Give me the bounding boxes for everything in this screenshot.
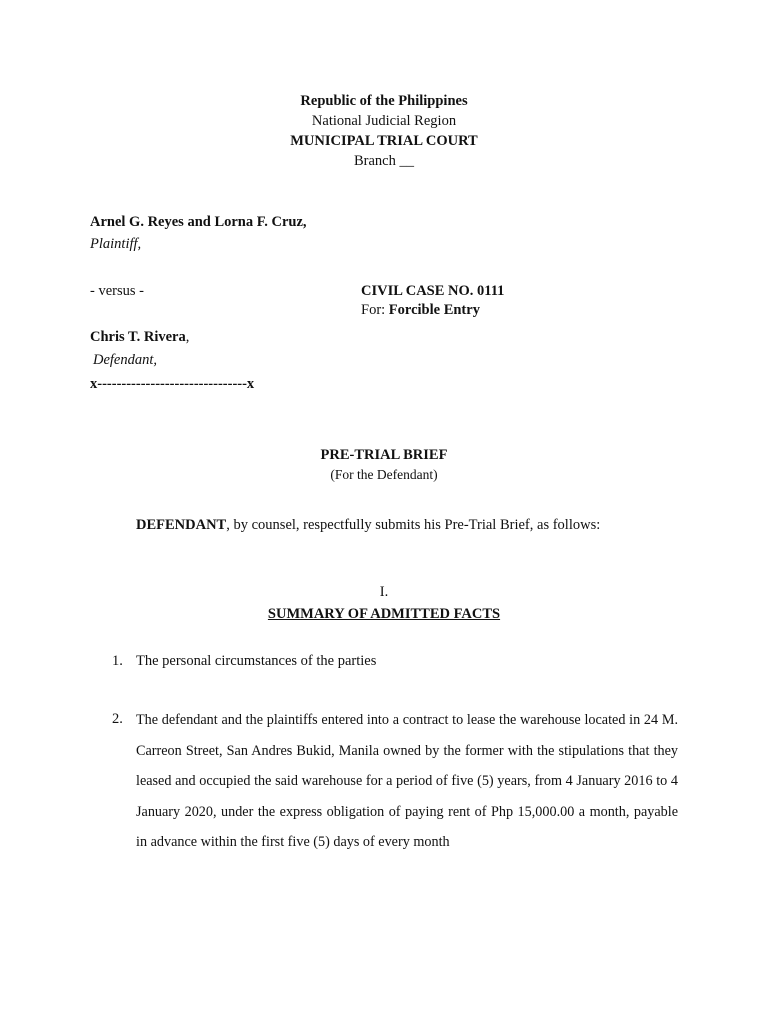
defendant-name: Chris T. Rivera <box>90 329 186 345</box>
document-title: PRE-TRIAL BRIEF <box>320 447 448 463</box>
intro-lead: DEFENDANT <box>136 517 227 533</box>
fact-text-2: The defendant and the plaintiffs entered into a contract to lease the warehouse located in 24 M. Carreon Street, San Andres Bukid, Manila owned by the former with the stipulations that they leased and occupied the said warehouse for a period of five (5) years, from 4 January 2016 to 4 January 2020, under the express obligation of paying rent of Php 15,000.00 a month, payable in advance within the first five (5) days of every month <box>136 712 678 850</box>
section-heading <box>0 606 768 623</box>
defendant-comma: , <box>185 329 190 345</box>
defendant-line <box>90 329 189 346</box>
header-region: National Judicial Region <box>311 113 457 129</box>
case-subject <box>361 302 480 319</box>
case-for-label: For: <box>361 302 389 318</box>
versus-label: - versus - <box>90 283 144 299</box>
plaintiffs-names: Arnel G. Reyes and Lorna F. Cruz, <box>90 214 307 230</box>
intro-paragraph <box>136 517 600 534</box>
section-heading-text: SUMMARY OF ADMITTED FACTS <box>267 606 501 622</box>
fact-number-1: 1. <box>112 653 123 669</box>
intro-rest: , by counsel, respectfully submits his Pre-Trial Brief, as follows: <box>226 517 601 533</box>
document-subtitle: (For the Defendant) <box>330 467 438 482</box>
fact-number-2: 2. <box>112 711 123 727</box>
header-branch: Branch __ <box>354 153 414 169</box>
defendant-role: Defendant, <box>93 352 158 368</box>
header-court: MUNICIPAL TRIAL COURT <box>290 133 478 149</box>
case-number: CIVIL CASE NO. 0111 <box>361 283 505 299</box>
plaintiff-role: Plaintiff, <box>90 236 142 252</box>
case-for-value: Forcible Entry <box>388 302 480 318</box>
caption-separator: x-------------------------------x <box>90 376 255 392</box>
header-country: Republic of the Philippines <box>300 93 468 109</box>
fact-text-1: The personal circumstances of the parties <box>136 653 377 669</box>
section-numeral: I. <box>379 584 389 600</box>
